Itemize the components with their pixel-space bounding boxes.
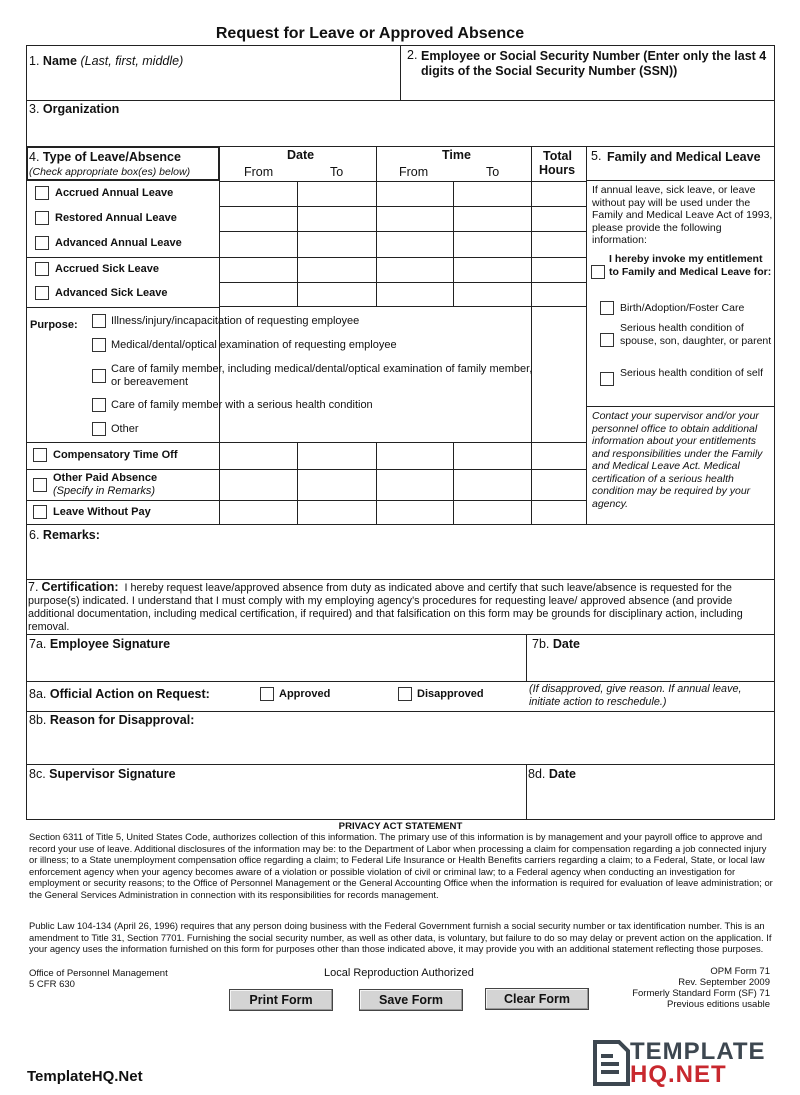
time-to-header: To: [486, 165, 500, 179]
privacy-title: PRIVACY ACT STATEMENT: [338, 821, 463, 832]
fmla-self-condition[interactable]: Serious health condition of self: [600, 366, 772, 392]
certification-section: 7. Certification: I hereby request leave/approved absence from duty as indicated above and certify that such leave/absence is requested for the purpose(s) indicated. I understand that I must comply with my employing agency's procedures for requesting leave/ approved absence (and provide additional documentation, including medical certification, if required) and that falsification on this form may be grounds for disciplinary action, including removal.: [28, 580, 743, 633]
checkbox[interactable]: [92, 398, 106, 412]
checkbox[interactable]: [92, 338, 106, 352]
family-medical-leave-section: 5. Family and Medical Leave If annual leave, sick leave, or leave without pay will be used under the Family and Medical Leave Act of 1993, please provide the following information: I hereby invoke my entitlement to Family and Medical Leave for: Birth/Adoption/Foster Care Serious health condition of spouse, son, daughter, or parent Serious health condition of self Contact your supervisor and/or your personnel office to obtain additional information about your entitlements and responsibilities under the Family and Medical Leave Act. Medical certification of a serious health condition may be required by your agency.: [587, 147, 774, 523]
total-header: Total: [543, 149, 572, 163]
print-form-button[interactable]: Print Form: [229, 989, 333, 1011]
employee-ssn-field[interactable]: 2. Employee or Social Security Number (Enter only the last 4 digits of the Social Security Number (SSN)): [401, 46, 774, 100]
checkbox[interactable]: [398, 687, 412, 701]
footer-cfr: 5 CFR 630: [29, 979, 75, 990]
checkbox[interactable]: [33, 505, 47, 519]
checkbox[interactable]: [35, 286, 49, 300]
official-action-label: 8a. Official Action on Request:: [29, 687, 210, 701]
employee-signature-field[interactable]: 7a. Employee Signature: [29, 637, 171, 651]
employee-date-field[interactable]: 7b. Date: [532, 637, 580, 651]
leave-type-restored-annual[interactable]: Restored Annual Leave: [35, 211, 215, 227]
logo-hqnet-text: HQ.NET: [630, 1061, 727, 1088]
leave-type-other-paid[interactable]: Other Paid Absence (Specify in Remarks): [33, 472, 218, 498]
disapproved-checkbox[interactable]: Disapproved: [398, 687, 508, 703]
footer-repro: Local Reproduction Authorized: [324, 967, 474, 979]
date-to-header: To: [330, 165, 344, 179]
supervisor-signature-field[interactable]: 8c. Supervisor Signature: [29, 767, 176, 781]
fmla-invoke-checkbox[interactable]: I hereby invoke my entitlement to Family and Medical Leave for:: [591, 253, 771, 291]
checkbox[interactable]: [35, 186, 49, 200]
footer-opm: Office of Personnel Management: [29, 968, 168, 979]
hours-header: Hours: [539, 163, 576, 177]
form-title: Request for Leave or Approved Absence: [215, 25, 525, 42]
approved-checkbox[interactable]: Approved: [260, 687, 370, 703]
time-from-header: From: [399, 165, 429, 179]
time-header: Time: [442, 148, 471, 162]
purpose-label: Purpose:: [30, 319, 78, 331]
checkbox[interactable]: [33, 478, 47, 492]
checkbox[interactable]: [33, 448, 47, 462]
privacy-paragraph-2: Public Law 104-134 (April 26, 1996) requires that any person doing business with the Federal Government furnish a social security number or tax identification number. This is an amendment to Title 31, Section 7701. Furnishing the social security number, as well as other data, is voluntary, but failure to do so may delay or prevent action on the application. If your agency uses the information furnished on this form for purposes other than those indicated above, it may provide you with an additional statement reflecting those purposes.: [29, 920, 772, 954]
templatehq-logo: [592, 1037, 777, 1089]
purpose-other[interactable]: Other: [92, 422, 532, 438]
logo-template-text: TEMPLATE: [630, 1038, 766, 1065]
leave-type-accrued-sick[interactable]: Accrued Sick Leave: [35, 262, 215, 278]
leave-type-lwop[interactable]: Leave Without Pay: [33, 505, 218, 521]
save-form-button[interactable]: Save Form: [359, 989, 463, 1011]
date-from-header: From: [244, 165, 274, 179]
privacy-paragraph-1: Section 6311 of Title 5, United States Code, authorizes collection of this information. The primary use of this information is by management and your payroll office to approve and record your use of leave. Additional disclosures of the information may be: to the Department of Labor when processing a claim for compensation regarding a job connected injury or illness; to a State unemployment compensation office regarding a claim; to Federal Life Insurance or Health Benefits carriers regarding a claim; to a Federal, State, or local law enforcement agency when your agency becomes aware of a violation or possible violation of civil or criminal law; to a Federal agency when conducting an investigation for employment or security reasons; to the Office of Personnel Management or the General Accounting Office when the information is required for evaluation of leave administration; or the General Services Administration in connection with its responsibilities for records management.: [29, 831, 773, 900]
purpose-family-serious[interactable]: Care of family member with a serious health condition: [92, 398, 532, 414]
employee-ssn-label: Employee or Social Security Number (Enter only the last 4 digits of the Social Security Number (SSN)): [421, 49, 767, 78]
checkbox[interactable]: [35, 236, 49, 250]
leave-type-advanced-sick[interactable]: Advanced Sick Leave: [35, 286, 215, 302]
checkbox[interactable]: [591, 265, 605, 279]
leave-type-advanced-annual[interactable]: Advanced Annual Leave: [35, 236, 215, 252]
checkbox[interactable]: [92, 314, 106, 328]
clear-form-button[interactable]: Clear Form: [485, 988, 589, 1010]
purpose-self-illness[interactable]: Illness/injury/incapacitation of requesting employee: [92, 314, 532, 330]
reason-for-disapproval-field[interactable]: 8b. Reason for Disapproval:: [29, 713, 195, 727]
disapproval-note: (If disapproved, give reason. If annual leave, initiate action to reschedule.): [529, 683, 742, 708]
checkbox[interactable]: [35, 262, 49, 276]
type-of-leave-header: 4. Type of Leave/Absence (Check appropriate box(es) below): [29, 150, 191, 178]
date-header: Date: [287, 148, 315, 162]
purpose-family-care[interactable]: Care of family member, including medical/dental/optical examination of family member, or bereavement: [92, 363, 532, 391]
checkbox[interactable]: [600, 333, 614, 347]
remarks-field[interactable]: 6. Remarks:: [29, 528, 100, 542]
checkbox[interactable]: [600, 301, 614, 315]
supervisor-date-field[interactable]: 8d. Date: [528, 767, 576, 781]
templatehq-text: TemplateHQ.Net: [27, 1068, 143, 1085]
name-field[interactable]: 1. Name (Last, first, middle): [29, 54, 184, 68]
fmla-family-condition[interactable]: Serious health condition of spouse, son, daughter, or parent: [600, 321, 772, 361]
organization-field[interactable]: 3. Organization: [29, 102, 120, 116]
fmla-birth-adoption[interactable]: Birth/Adoption/Foster Care: [600, 301, 772, 317]
footer-form-info: OPM Form 71 Rev. September 2009 Formerly Standard Form (SF) 71 Previous editions usable: [632, 966, 770, 1010]
leave-type-accrued-annual[interactable]: Accrued Annual Leave: [35, 186, 215, 202]
leave-type-compensatory[interactable]: Compensatory Time Off: [33, 448, 218, 464]
checkbox[interactable]: [260, 687, 274, 701]
checkbox[interactable]: [92, 369, 106, 383]
checkbox[interactable]: [92, 422, 106, 436]
checkbox[interactable]: [35, 211, 49, 225]
checkbox[interactable]: [600, 372, 614, 386]
document-icon: [592, 1039, 632, 1087]
purpose-self-exam[interactable]: Medical/dental/optical examination of requesting employee: [92, 338, 532, 354]
